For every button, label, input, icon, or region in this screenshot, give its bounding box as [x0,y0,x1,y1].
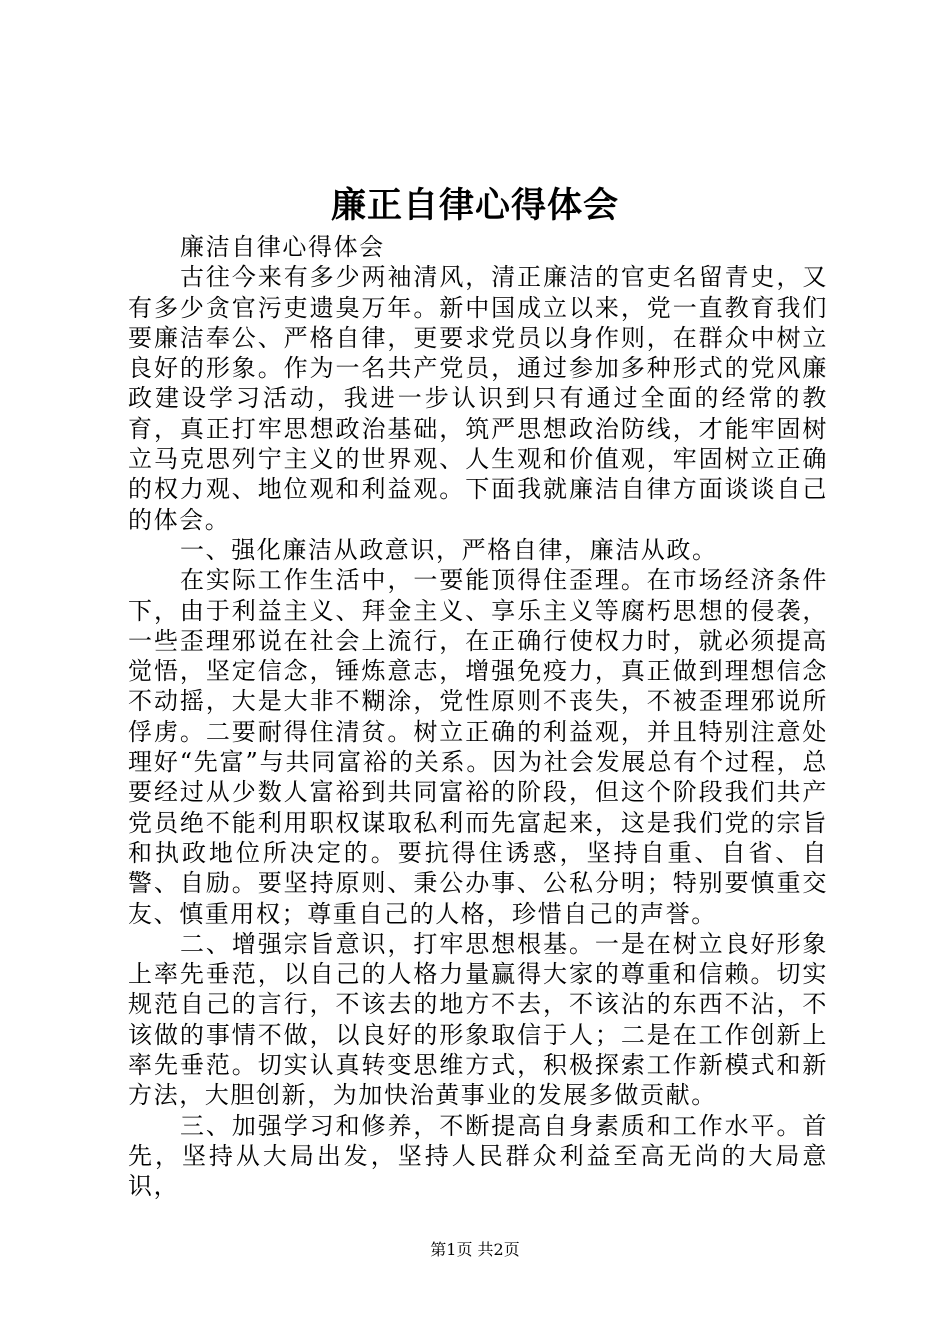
paragraph-heading-one: 一、强化廉洁从政意识，严格自律，廉洁从政。 [180,535,718,564]
paragraph-heading-two: 二、增强宗旨意识，打牢思想根基。一是在树立良好形象上率先垂范，以自己的人格力量赢得大家的尊重和信赖。切实规范自己的言行，不该去的地方不去，不该沾的东西不沾，不该做的事情不做，以良好的形象取信于人；二是在工作创新上率先垂范。切实认真转变思维方式，积极探索工作新模式和新方法，大胆创新，为加快治黄事业的发展多做贡献。 [128,929,828,1110]
paragraph-heading-three: 三、加强学习和修养，不断提高自身素质和工作水平。首先，坚持从大局出发，坚持人民群众利益至高无尚的大局意识， [128,1111,828,1201]
page-number-footer: 第1页 共2页 [430,1240,520,1259]
document-body [128,232,828,1202]
document-title: 廉正自律心得体会 [330,185,619,226]
paragraph-intro: 古往今来有多少两袖清风，清正廉洁的官吏名留青史，又有多少贪官污吏遗臭万年。新中国成立以来，党一直教育我们要廉洁奉公、严格自律，更要求党员以身作则，在群众中树立良好的形象。作为一名共产党员，通过参加多种形式的党风廉政建设学习活动，我进一步认识到只有通过全面的经常的教育，真正打牢思想政治基础，筑严思想政治防线，才能牢固树立马克思列宁主义的世界观、人生观和价值观，牢固树立正确的权力观、地位观和利益观。下面我就廉洁自律方面谈谈自己的体会。 [128,263,828,534]
paragraph-subtitle: 廉洁自律心得体会 [180,233,385,261]
paragraph-body-one: 在实际工作生活中，一要能顶得住歪理。在市场经济条件下，由于利益主义、拜金主义、享乐主义等腐朽思想的侵袭，一些歪理邪说在社会上流行，在正确行使权力时，就必须提高觉悟，坚定信念，锤炼意志，增强免疫力，真正做到理想信念不动摇，大是大非不糊涂，党性原则不丧失，不被歪理邪说所俘虏。二要耐得住清贫。树立正确的利益观，并且特别注意处理好“先富”与共同富裕的关系。因为社会发展总有个过程，总要经过从少数人富裕到共同富裕的阶段，但这个阶段我们共产党员绝不能利用职权谋取私利而先富起来，这是我们党的宗旨和执政地位所决定的。要抗得住诱惑，坚持自重、自省、自警、自励。要坚持原则、秉公办事、公私分明；特别要慎重交友、慎重用权；尊重自己的人格，珍惜自己的声誉。 [128,566,828,928]
